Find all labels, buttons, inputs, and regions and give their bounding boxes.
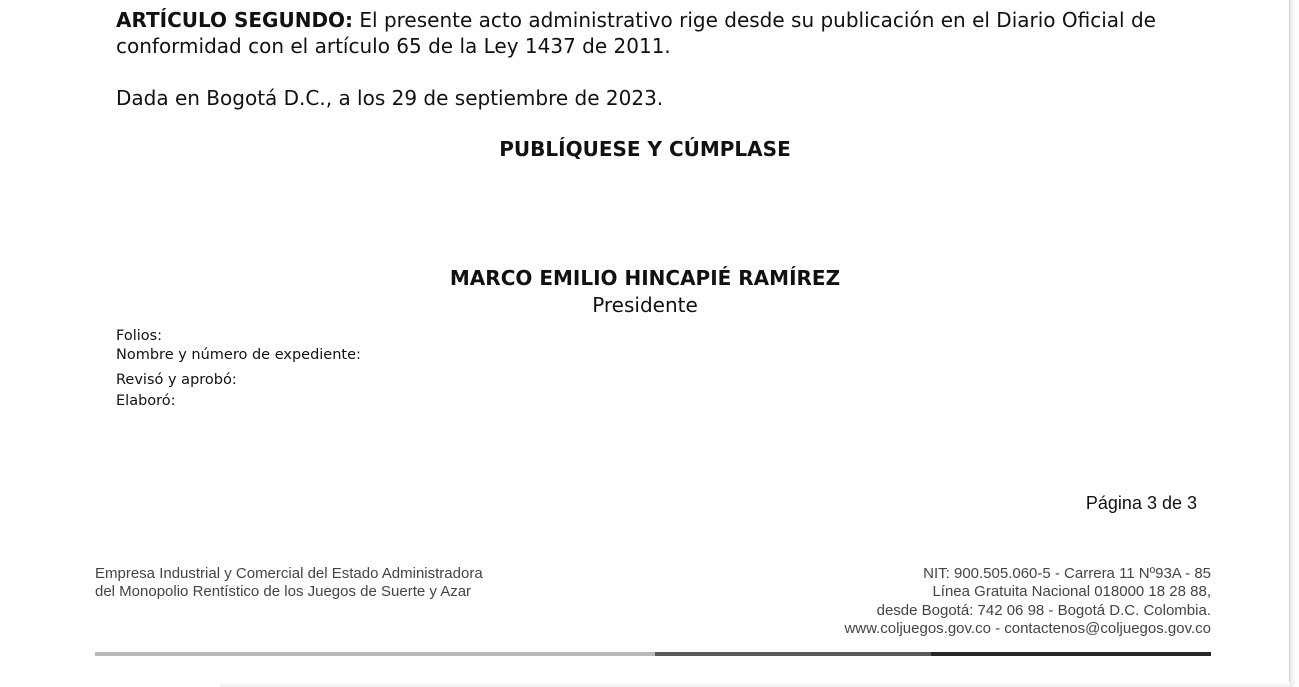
- publiquese-heading: PUBLÍQUESE Y CÚMPLASE: [499, 137, 791, 161]
- footer-right-line: Línea Gratuita Nacional 018000 18 28 88,: [932, 583, 1211, 601]
- footer-left: [95, 565, 483, 601]
- page-number: Página 3 de 3: [1085, 493, 1197, 513]
- footer-rule-dark: [931, 652, 1211, 656]
- footer-right: [844, 565, 1211, 638]
- footer-rule-light: [95, 652, 655, 656]
- signer-role: Presidente: [592, 293, 698, 317]
- footer-contact-line: www.coljuegos.gov.co - contactenos@coljuegos.gov.co: [844, 619, 1211, 637]
- expediente-label: Nombre y número de expediente:: [116, 347, 361, 363]
- page-bottom-shadow: [220, 682, 1290, 687]
- footer-right-line: desde Bogotá: 742 06 98 - Bogotá D.C. Colombia.: [876, 601, 1211, 619]
- elaboro-label: Elaboró:: [116, 393, 176, 409]
- articulo-segundo-paragraph: [116, 7, 1226, 59]
- signer-name: MARCO EMILIO HINCAPIÉ RAMÍREZ: [449, 266, 841, 290]
- footer-rule-mid: [655, 652, 931, 656]
- articulo-heading: ARTÍCULO SEGUNDO:: [116, 8, 354, 32]
- footer-right-line: NIT: 900.505.060-5 - Carrera 11 Nº93A - 85: [923, 565, 1211, 582]
- footer-left-line: del Monopolio Rentístico de los Juegos de Suerte y Azar: [95, 583, 472, 600]
- reviso-label: Revisó y aprobó:: [116, 372, 237, 388]
- articulo-text: El presente acto administrativo rige desde su publicación en el Diario Oficial de conformidad con el artículo 65 de la Ley 1437 de 2011.: [116, 8, 1156, 58]
- folios-label: Folios:: [116, 328, 163, 344]
- page-edge: [1290, 0, 1299, 687]
- footer-left-line: Empresa Industrial y Comercial del Estado Administradora: [95, 565, 483, 582]
- dada-en-line: Dada en Bogotá D.C., a los 29 de septiembre de 2023.: [116, 86, 664, 110]
